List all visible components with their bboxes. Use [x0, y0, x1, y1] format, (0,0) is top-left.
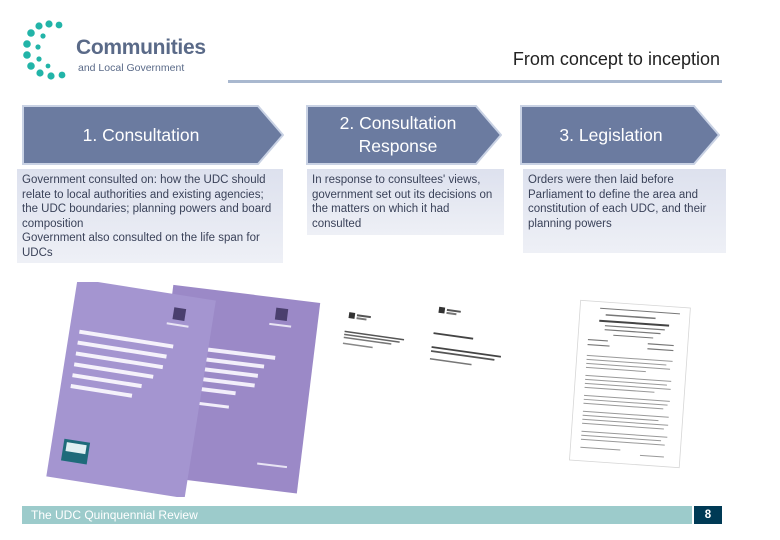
step-2-description: In response to consultees' views, government set out its decisions on the matters on which it had consulted	[307, 169, 504, 235]
step-3-arrow	[520, 105, 720, 165]
step-3-description: Orders were then laid before Parliament to define the area and constitution of each UDC, and their planning powers	[523, 169, 726, 253]
step-1-description: Government consulted on: how the UDC should relate to local authorities and existing agencies; the UDC boundaries; planning powers and board composition Government also consulted on the life span for UDCs	[17, 169, 283, 263]
page-number: 8	[694, 506, 722, 524]
title-divider	[228, 80, 722, 83]
step-2-label: 2. Consultation Response	[339, 113, 457, 156]
step-2-arrow	[306, 105, 502, 165]
footer-text: The UDC Quinquennial Review	[31, 508, 198, 522]
step-1-label: 1. Consultation	[82, 124, 200, 145]
logo-dots-icon	[22, 20, 82, 82]
legislation-order-document	[565, 298, 695, 473]
footer-bar	[22, 506, 692, 524]
step-3-label: 3. Legislation	[559, 124, 663, 145]
response-document-page-2	[422, 300, 527, 395]
step-1-arrow	[22, 105, 284, 165]
slide-title: From concept to inception	[512, 49, 720, 69]
communities-logo	[22, 20, 212, 82]
logo-wordmark: Communities	[76, 36, 206, 59]
logo-subtitle: and Local Government	[78, 62, 185, 74]
consultation-document-covers	[42, 282, 322, 497]
response-document-page-1	[325, 300, 425, 390]
